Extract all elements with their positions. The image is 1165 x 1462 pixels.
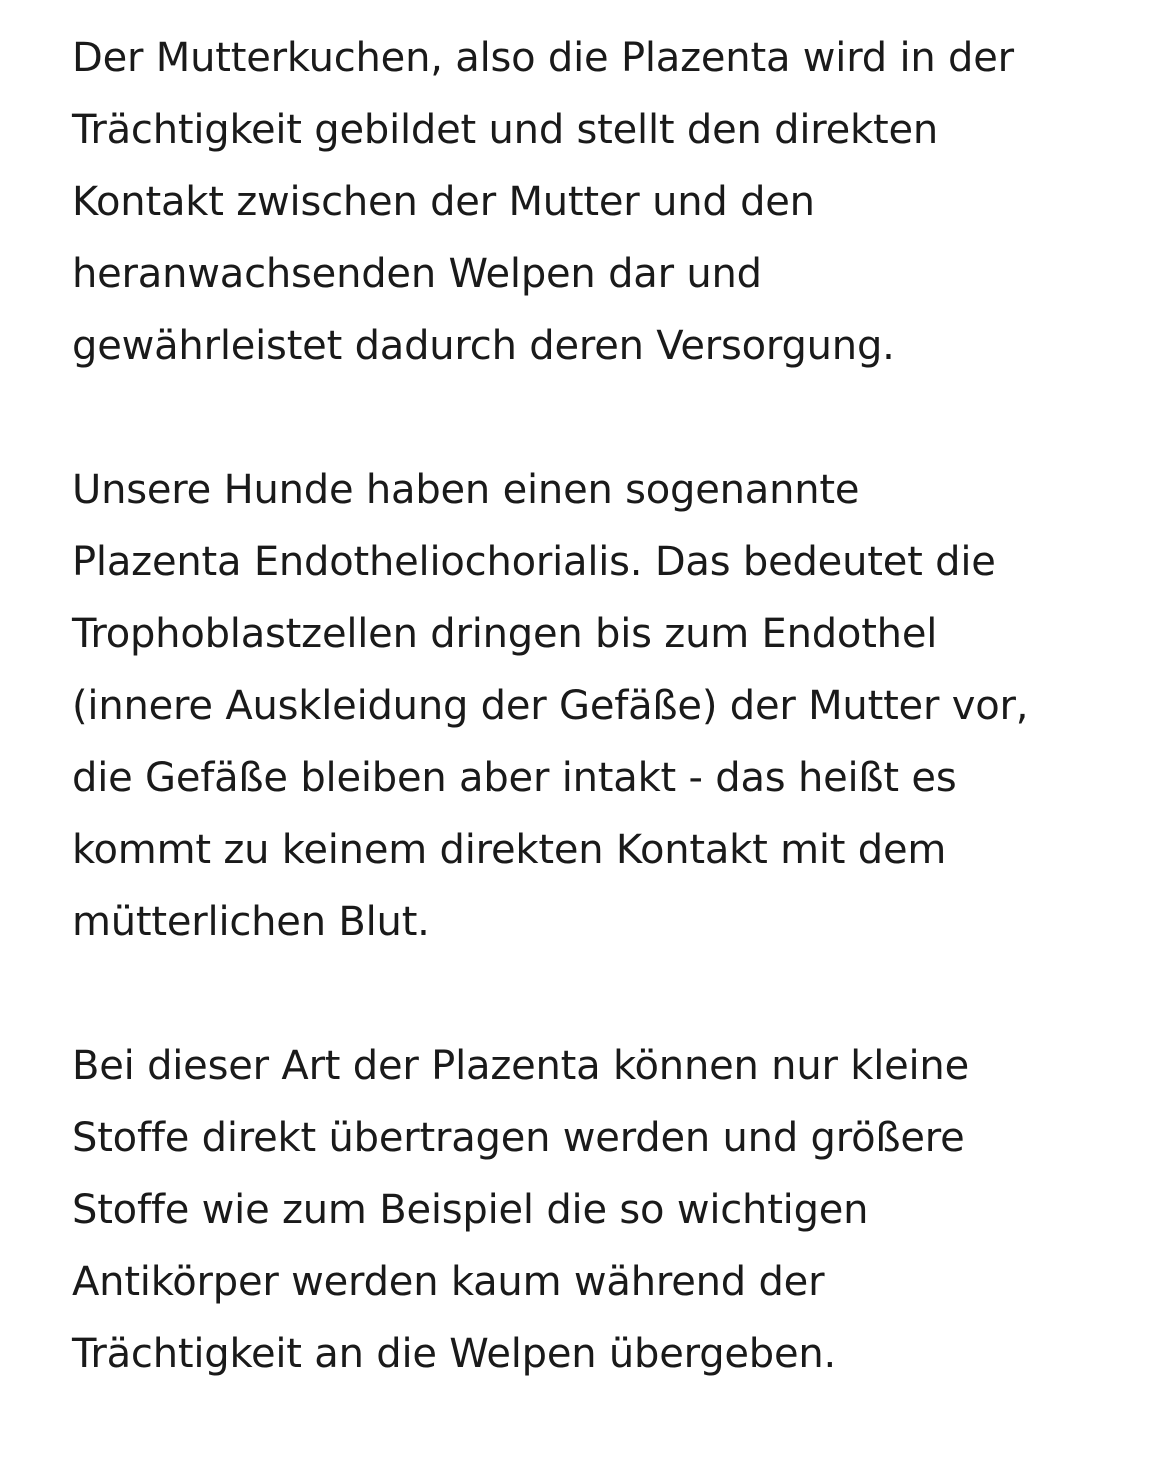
- text-line: Der Mutterkuchen, also die Plazenta wird in der: [72, 35, 1014, 81]
- text-line: Unsere Hunde haben einen sogenannte: [72, 467, 860, 513]
- text-line: Bei dieser Art der Plazenta können nur kleine: [72, 1043, 969, 1089]
- text-line: Trophoblastzellen dringen bis zum Endothel: [72, 611, 938, 657]
- paragraph-placenta-type: [72, 454, 1152, 958]
- text-line: Trächtigkeit gebildet und stellt den direkten: [72, 107, 939, 153]
- paragraph-placenta-intro: [72, 22, 1152, 382]
- text-line: Stoffe direkt übertragen werden und größere: [72, 1115, 965, 1161]
- article-body: [72, 22, 1152, 1462]
- text-line: Kontakt zwischen der Mutter und den: [72, 179, 815, 225]
- text-line: Plazenta Endotheliochorialis. Das bedeutet die: [72, 539, 996, 585]
- paragraph-antibodies: [72, 1030, 1152, 1390]
- text-line: mütterlichen Blut.: [72, 899, 430, 945]
- text-line: Trächtigkeit an die Welpen übergeben.: [72, 1331, 837, 1377]
- text-line: heranwachsenden Welpen dar und: [72, 251, 762, 297]
- text-line: die Gefäße bleiben aber intakt - das heißt es: [72, 755, 957, 801]
- text-line: gewährleistet dadurch deren Versorgung.: [72, 323, 895, 369]
- text-line: Stoffe wie zum Beispiel die so wichtigen: [72, 1187, 869, 1233]
- text-line: (innere Auskleidung der Gefäße) der Mutter vor,: [72, 683, 1029, 729]
- text-line: Antikörper werden kaum während der: [72, 1259, 825, 1305]
- text-line: kommt zu keinem direkten Kontakt mit dem: [72, 827, 947, 873]
